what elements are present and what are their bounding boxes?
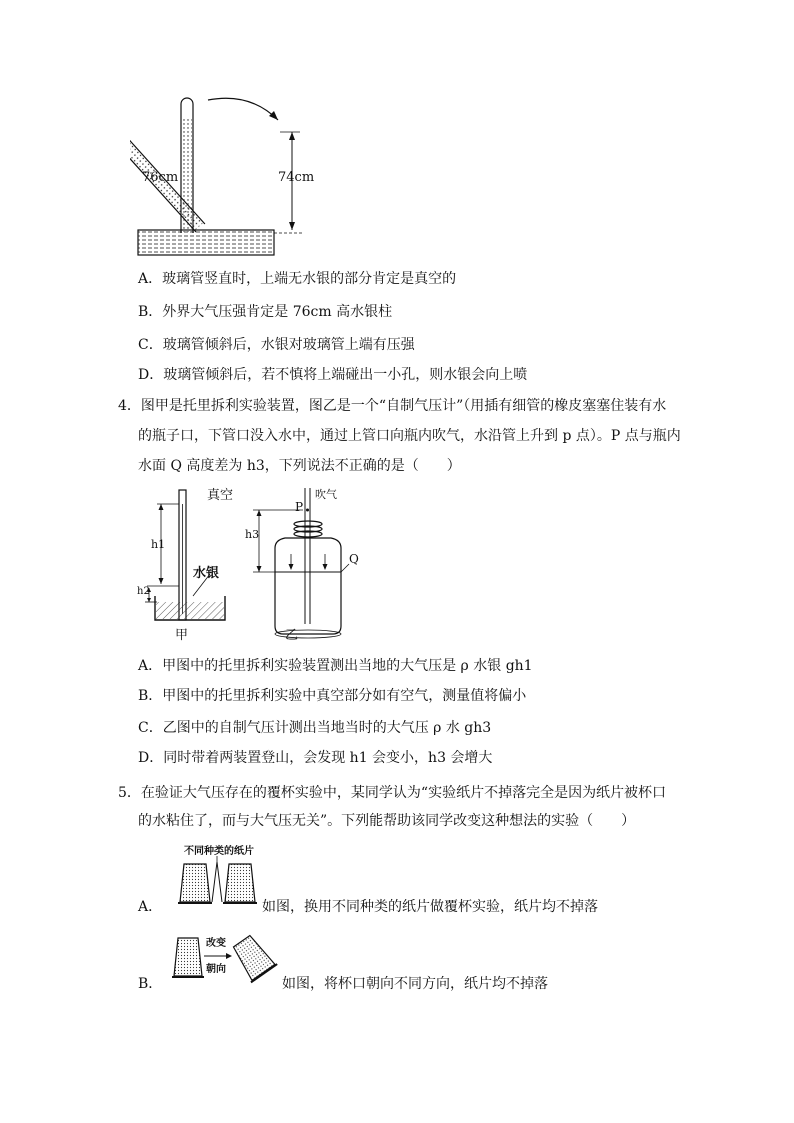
q4-option-d: D．同时带着两装置登山，会发现 h1 会变小，h3 会增大	[138, 750, 493, 766]
q4-option-a: A．甲图中的托里拆利实验装置测出当地的大气压是 ρ 水银 gh1	[138, 658, 533, 674]
q5-option-a-prefix: A．	[138, 899, 163, 915]
label-74cm: 74cm	[278, 170, 315, 185]
q5-stem-line2: 的水粘住了，而与大气压无关”。下列能帮助该同学改变这种想法的实验（ ）	[138, 813, 636, 829]
q5-option-b-prefix: B．	[138, 976, 163, 992]
q4-stem-line1: 4．图甲是托里拆利实验装置，图乙是一个“自制气压计”（用插有细管的橡皮塞塞住装有水	[118, 398, 667, 414]
q3-option-a: A．玻璃管竖直时，上端无水银的部分肯定是真空的	[138, 271, 457, 287]
q5-stem-line1: 5．在验证大气压存在的覆杯实验中，某同学认为“实验纸片不掉落完全是因为纸片被杯口	[118, 785, 667, 801]
label-mercury: 水银	[193, 566, 220, 581]
q5-option-b-figure	[168, 924, 278, 984]
q5-option-b-fig-label2: 朝向	[206, 964, 226, 975]
label-q: Q	[349, 552, 359, 566]
q4-figure	[135, 484, 395, 646]
q5-option-b-text: 如图，将杯口朝向不同方向，纸片均不掉落	[282, 976, 548, 992]
label-yi: 乙	[285, 628, 299, 643]
q5-option-a-figure	[170, 842, 262, 906]
q3-option-b: B．外界大气压强肯定是 76cm 高水银柱	[138, 304, 393, 320]
q4-option-c: C．乙图中的自制气压计测出当地当时的大气压 ρ 水 gh3	[138, 720, 492, 736]
q5-option-a-fig-label: 不同种类的纸片	[184, 846, 254, 857]
q5-option-a-text: 如图，换用不同种类的纸片做覆杯实验，纸片均不掉落	[262, 899, 598, 915]
q4-stem-line3: 水面 Q 高度差为 h3，下列说法不正确的是（ ）	[138, 458, 461, 474]
q4-option-b: B．甲图中的托里拆利实验中真空部分如有空气，测量值将偏小	[138, 688, 527, 704]
label-vacuum: 真空	[207, 488, 234, 503]
label-h1: h1	[151, 538, 166, 551]
q5-option-b-fig-label1: 改变	[206, 938, 226, 949]
label-jia: 甲	[175, 628, 189, 643]
label-h2: h2	[137, 586, 150, 597]
label-76cm: 76cm	[142, 170, 179, 185]
q3-option-d: D．玻璃管倾斜后，若不慎将上端碰出一小孔，则水银会向上喷	[138, 367, 528, 383]
label-p: P	[295, 500, 304, 514]
label-blow: 吹气	[315, 488, 337, 501]
label-h3: h3	[245, 528, 260, 541]
q4-stem-line2: 的瓶子口，下管口没入水中，通过上管口向瓶内吹气，水沿管上升到 p 点）。P 点与瓶内	[138, 428, 681, 444]
q3-option-c: C．玻璃管倾斜后，水银对玻璃管上端有压强	[138, 337, 415, 353]
torricelli-tilt-figure	[130, 90, 330, 260]
